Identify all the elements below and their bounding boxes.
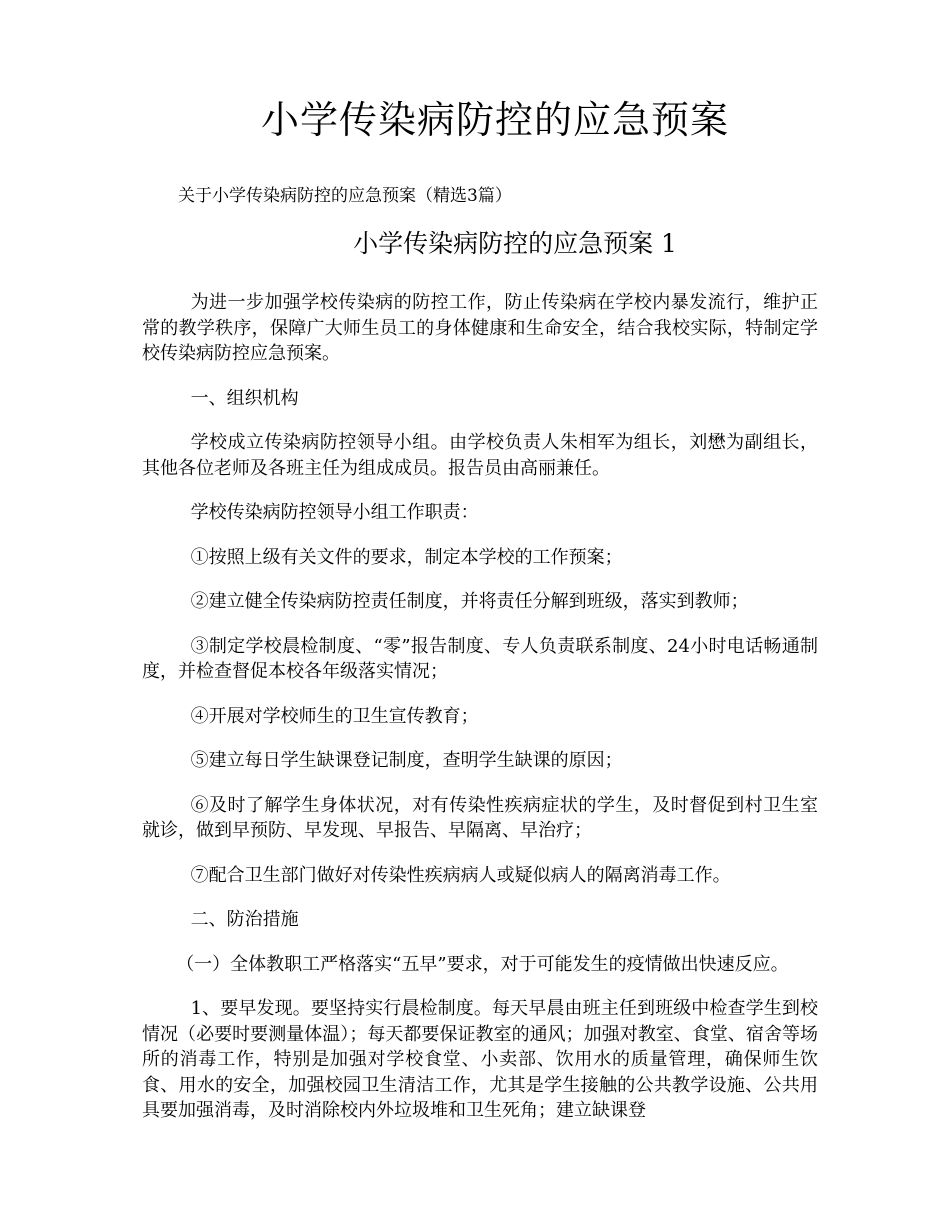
paragraph-duties-heading: 学校传染病防控领导小组工作职责： — [190, 502, 479, 523]
paragraph-early-detection: 1、要早发现。要坚持实行晨检制度。每天早晨由班主任到班级中检查学生到校情况（必要时要测量体温）；每天都要保证教室的通风；加强对教室、食堂、宿舍等场所的消毒工作，特别是加强对学校食堂、小卖部、饮用水的质量管理，确保师生饮食、用水的安全，加强校园卫生清洁工作，尤其是学生接触的公共教学设施、公共用具要加强消毒，及时消除校内外垃圾堆和卫生死角；建立缺课登 — [142, 998, 818, 1121]
duty-item-7: ⑦配合卫生部门做好对传染性疾病病人或疑似病人的隔离消毒工作。 — [190, 864, 731, 886]
section-title: 小学传染病防控的应急预案 1 — [353, 229, 677, 258]
duty-item-6: ⑥及时了解学生身体状况，对有传染性疾病症状的学生，及时督促到村卫生室就诊，做到早预防、早发现、早报告、早隔离、早治疗； — [142, 794, 818, 841]
document-subtitle: 关于小学传染病防控的应急预案（精选3篇） — [178, 186, 512, 206]
paragraph-five-early: （一）全体教职工严格落实“五早”要求，对于可能发生的疫情做出快速反应。 — [176, 953, 789, 975]
paragraph-intro: 为进一步加强学校传染病的防控工作，防止传染病在学校内暴发流行，维护正常的教学秩序，保障广大师生员工的身体健康和生命安全，结合我校实际，特制定学校传染病防控应急预案。 — [142, 292, 818, 364]
duty-item-2: ②建立健全传染病防控责任制度，并将责任分解到班级，落实到教师； — [190, 591, 749, 612]
duty-item-1: ①按照上级有关文件的要求，制定本学校的工作预案； — [190, 546, 623, 568]
duty-item-4: ④开展对学校师生的卫生宣传教育； — [190, 705, 479, 727]
duty-item-3: ③制定学校晨检制度、“零”报告制度、专人负责联系制度、24小时电话畅通制度，并检查督促本校各年级落实情况； — [142, 635, 818, 682]
paragraph-leadership: 学校成立传染病防控领导小组。由学校负责人朱相军为组长，刘懋为副组长，其他各位老师及各班主任为组成成员。报告员由高丽兼任。 — [142, 432, 818, 479]
document-body — [142, 290, 818, 1143]
duty-item-5: ⑤建立每日学生缺课登记制度，查明学生缺课的原因； — [190, 750, 623, 771]
heading-measures: 二、防治措施 — [190, 909, 299, 930]
document-title: 小学传染病防控的应急预案 — [260, 98, 729, 142]
heading-organization: 一、组织机构 — [190, 387, 299, 409]
